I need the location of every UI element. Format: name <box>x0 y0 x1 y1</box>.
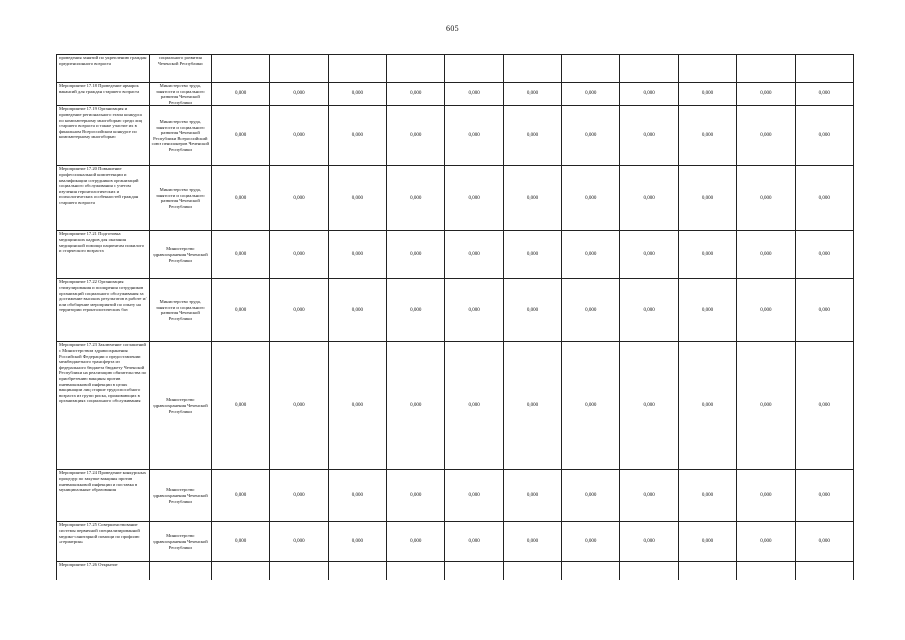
executor-cell: Министерство труда, занятости и социального развития Чеченской Республики <box>149 279 211 342</box>
amount-cell: 0,000 <box>620 231 678 279</box>
table-row <box>57 470 854 522</box>
amount-cell: 0,000 <box>328 106 386 166</box>
measure-description: Мероприятие 17.23 Заключение соглашений с Министерством здравоохранения Российской Федерации о предоставлении межбюджетного трансферта из федерального бюджета бюджету Чеченской Республики на реализацию обязательства по приобретению вакцины против пневмококковой инфекции в целях вакцинации лиц старше трудоспособного возраста из групп риска, проживающих в организациях социального обслуживания <box>57 342 150 470</box>
amount-cell: 0,000 <box>211 231 269 279</box>
amount-cell: 0,000 <box>270 83 328 106</box>
amount-cell <box>737 55 795 83</box>
amount-cell: 0,000 <box>328 231 386 279</box>
executor-cell: Министерство здравоохранения Чеченской Республики <box>149 470 211 522</box>
measure-description: Мероприятие 17.19 Организация и проведение регионального этапа конкурса по компьютерному многоборью среди лиц старшего возраста и также участие их в финальном Всероссийском конкурсе по компьютерному многоборью <box>57 106 150 166</box>
amount-cell: 0,000 <box>387 166 445 231</box>
amount-cell: 0,000 <box>795 342 853 470</box>
amount-cell: 0,000 <box>503 279 561 342</box>
amount-cell <box>270 562 328 580</box>
amount-cell: 0,000 <box>562 83 620 106</box>
measure-description: Мероприятие 17.18 Проведение ярмарок вакансий для граждан старшего возраста <box>57 83 150 106</box>
amount-cell: 0,000 <box>678 166 736 231</box>
amount-cell: 0,000 <box>737 231 795 279</box>
amount-cell: 0,000 <box>678 231 736 279</box>
amount-cell: 0,000 <box>678 522 736 562</box>
amount-cell: 0,000 <box>620 279 678 342</box>
amount-cell: 0,000 <box>387 342 445 470</box>
amount-cell: 0,000 <box>445 83 503 106</box>
amount-cell: 0,000 <box>270 166 328 231</box>
table-row <box>57 522 854 562</box>
amount-cell: 0,000 <box>503 342 561 470</box>
amount-cell: 0,000 <box>328 279 386 342</box>
amount-cell: 0,000 <box>387 83 445 106</box>
executor-cell: Министерство труда, занятости и социального развития Чеченской Республики <box>149 166 211 231</box>
executor-cell <box>149 562 211 580</box>
amount-cell <box>562 55 620 83</box>
executor-cell: Министерство здравоохранения Чеченской Республики <box>149 522 211 562</box>
amount-cell: 0,000 <box>562 106 620 166</box>
measure-description: Мероприятие 17.25 Совершенствование системы первичной специализированной медико-санитарной помощи по профилю «гериатрия» <box>57 522 150 562</box>
amount-cell: 0,000 <box>562 342 620 470</box>
table-row <box>57 279 854 342</box>
executor-cell: социального развития Чеченской Республики <box>149 55 211 83</box>
amount-cell <box>795 562 853 580</box>
amount-cell: 0,000 <box>445 342 503 470</box>
amount-cell <box>678 55 736 83</box>
measure-description: Мероприятие 17.21 Подготовка медицинских кадров для оказания медицинской помощи пациентам пожилого и старческого возраста <box>57 231 150 279</box>
measure-description: Мероприятие 17.26 Открытие <box>57 562 150 580</box>
amount-cell: 0,000 <box>562 470 620 522</box>
amount-cell: 0,000 <box>270 522 328 562</box>
page-number: 605 <box>446 24 459 33</box>
amount-cell <box>503 562 561 580</box>
amount-cell: 0,000 <box>795 231 853 279</box>
amount-cell: 0,000 <box>387 522 445 562</box>
amount-cell <box>328 562 386 580</box>
amount-cell: 0,000 <box>211 279 269 342</box>
amount-cell: 0,000 <box>328 83 386 106</box>
amount-cell <box>620 55 678 83</box>
amount-cell: 0,000 <box>620 522 678 562</box>
amount-cell: 0,000 <box>211 470 269 522</box>
amount-cell: 0,000 <box>620 83 678 106</box>
amount-cell: 0,000 <box>387 231 445 279</box>
measure-description: проведения занятий по укреплению граждан предпенсионного возраста <box>57 55 150 83</box>
amount-cell: 0,000 <box>737 342 795 470</box>
amount-cell: 0,000 <box>678 342 736 470</box>
amount-cell <box>562 562 620 580</box>
amount-cell: 0,000 <box>737 166 795 231</box>
amount-cell: 0,000 <box>795 279 853 342</box>
amount-cell <box>387 562 445 580</box>
amount-cell <box>678 562 736 580</box>
amount-cell: 0,000 <box>445 106 503 166</box>
amount-cell: 0,000 <box>678 470 736 522</box>
amount-cell: 0,000 <box>387 106 445 166</box>
table-row <box>57 166 854 231</box>
table-row <box>57 342 854 470</box>
amount-cell: 0,000 <box>445 522 503 562</box>
executor-cell: Министерство здравоохранения Чеченской Республики <box>149 231 211 279</box>
amount-cell: 0,000 <box>328 342 386 470</box>
amount-cell: 0,000 <box>620 166 678 231</box>
amount-cell <box>445 55 503 83</box>
amount-cell: 0,000 <box>678 106 736 166</box>
amount-cell: 0,000 <box>795 522 853 562</box>
executor-cell: Министерство труда, занятости и социального развития Чеченской Республики Всероссийский союз пенсионеров Чеченской Республики <box>149 106 211 166</box>
amount-cell: 0,000 <box>795 83 853 106</box>
amount-cell: 0,000 <box>270 470 328 522</box>
amount-cell: 0,000 <box>328 166 386 231</box>
amount-cell <box>737 562 795 580</box>
amount-cell: 0,000 <box>737 522 795 562</box>
amount-cell: 0,000 <box>445 279 503 342</box>
amount-cell: 0,000 <box>503 470 561 522</box>
amount-cell: 0,000 <box>270 342 328 470</box>
amount-cell: 0,000 <box>503 83 561 106</box>
amount-cell: 0,000 <box>211 522 269 562</box>
amount-cell: 0,000 <box>795 166 853 231</box>
amount-cell: 0,000 <box>211 166 269 231</box>
amount-cell: 0,000 <box>445 166 503 231</box>
amount-cell: 0,000 <box>445 470 503 522</box>
amount-cell: 0,000 <box>678 83 736 106</box>
amount-cell: 0,000 <box>503 522 561 562</box>
executor-cell: Министерство труда, занятости и социального развития Чеченской Республики <box>149 83 211 106</box>
amount-cell: 0,000 <box>562 166 620 231</box>
amount-cell: 0,000 <box>562 231 620 279</box>
table-row <box>57 106 854 166</box>
amount-cell: 0,000 <box>620 342 678 470</box>
executor-cell: Министерство здравоохранения Чеченской Республики <box>149 342 211 470</box>
amount-cell <box>387 55 445 83</box>
amount-cell <box>328 55 386 83</box>
table-row <box>57 83 854 106</box>
amount-cell: 0,000 <box>387 470 445 522</box>
amount-cell <box>620 562 678 580</box>
amount-cell: 0,000 <box>503 166 561 231</box>
amount-cell: 0,000 <box>620 470 678 522</box>
amount-cell: 0,000 <box>562 279 620 342</box>
amount-cell: 0,000 <box>503 106 561 166</box>
amount-cell: 0,000 <box>211 83 269 106</box>
table-row <box>57 55 854 83</box>
table-row <box>57 231 854 279</box>
amount-cell: 0,000 <box>620 106 678 166</box>
measure-description: Мероприятие 17.22 Организация стимулирования и поощрения сотрудников организаций социального обслуживания за достижение высоких результатов в работе и/или обобщение мероприятий по опыту на территории геронтологических баз <box>57 279 150 342</box>
table-row <box>57 562 854 580</box>
amount-cell <box>211 562 269 580</box>
amount-cell: 0,000 <box>737 106 795 166</box>
amount-cell: 0,000 <box>795 106 853 166</box>
amount-cell: 0,000 <box>270 279 328 342</box>
amount-cell: 0,000 <box>562 522 620 562</box>
amount-cell: 0,000 <box>270 231 328 279</box>
amount-cell <box>795 55 853 83</box>
amount-cell: 0,000 <box>737 470 795 522</box>
measure-description: Мероприятие 17.24 Проведение конкурсных процедур по закупке вакцины против пневмококковой инфекции и поставка в муниципальные образования <box>57 470 150 522</box>
amount-cell <box>445 562 503 580</box>
amount-cell: 0,000 <box>737 279 795 342</box>
amount-cell: 0,000 <box>328 470 386 522</box>
amount-cell: 0,000 <box>328 522 386 562</box>
amount-cell <box>211 55 269 83</box>
amount-cell: 0,000 <box>387 279 445 342</box>
amount-cell: 0,000 <box>270 106 328 166</box>
amount-cell <box>503 55 561 83</box>
budget-table-sheet <box>56 54 854 580</box>
amount-cell: 0,000 <box>503 231 561 279</box>
amount-cell: 0,000 <box>678 279 736 342</box>
amount-cell: 0,000 <box>737 83 795 106</box>
amount-cell: 0,000 <box>795 470 853 522</box>
amount-cell: 0,000 <box>445 231 503 279</box>
measure-description: Мероприятие 17.20 Повышение профессиональной компетенции и квалификации сотрудников организаций социального обслуживания с учетом изучения геронтологических и психологических особенностей граждан старшего возраста <box>57 166 150 231</box>
amount-cell: 0,000 <box>211 106 269 166</box>
amount-cell: 0,000 <box>211 342 269 470</box>
budget-table <box>56 54 854 580</box>
amount-cell <box>270 55 328 83</box>
